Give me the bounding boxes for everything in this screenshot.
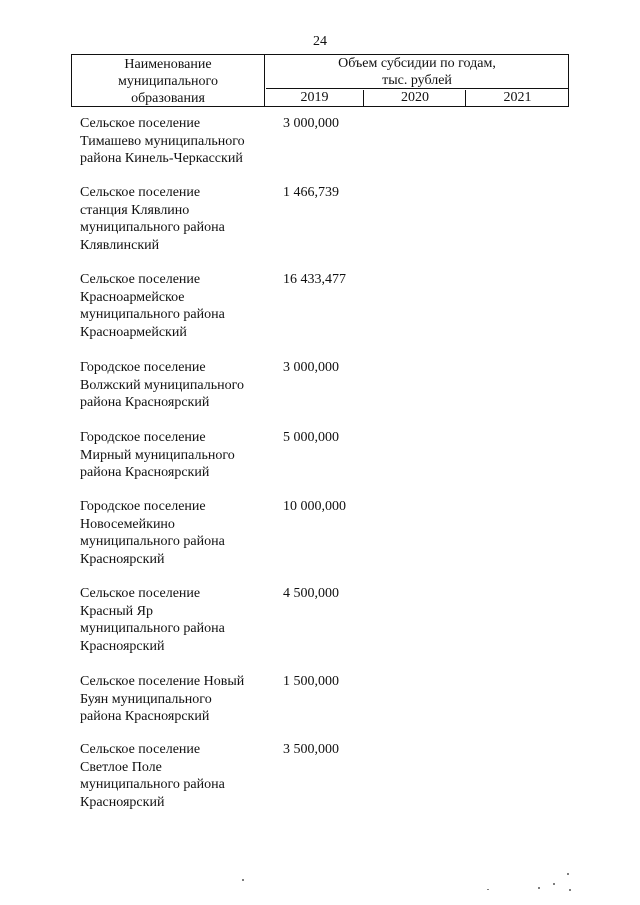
column-header-year-2020: 2020 [365,90,466,106]
municipality-name-line: района Красноярский [80,465,210,480]
municipality-name-line: района Красноярский [80,395,210,410]
municipality-name-line: Светлое Поле [80,759,162,775]
municipality-name-line: Волжский муниципального [80,377,244,393]
column-header-volume [266,55,568,89]
municipality-name-line: муниципального района [80,307,225,322]
municipality-name-line: Тимашево муниципального [80,133,245,149]
municipality-name-line: станция Клявлино [80,202,190,218]
municipality-name [80,184,275,254]
header-name-line: Наименование [124,57,212,72]
municipality-name-line: муниципального района [80,621,225,636]
scan-speck [567,873,569,875]
subsidy-value-2019: 3 500,000 [283,742,339,757]
header-name-line: образования [131,91,205,106]
column-header-name [72,55,265,106]
municipality-name-line: Буян муниципального [80,691,212,707]
municipality-name-line: Красноярский [80,551,165,567]
municipality-name [80,673,275,726]
municipality-name [80,271,275,341]
municipality-name-line: Сельское поселение [80,586,201,601]
header-volume-line: тыс. рублей [382,73,452,88]
municipality-name-line: Мирный муниципального [80,447,235,463]
municipality-name-line: Красноармейский [80,324,187,340]
subsidy-value-2019: 4 500,000 [283,586,339,601]
municipality-name-line: Красноярский [80,794,165,810]
municipality-name [80,741,275,811]
scan-speck [538,887,540,889]
table-header [71,54,569,107]
municipality-name [80,585,275,655]
municipality-name [80,429,275,482]
municipality-name-line: района Красноярский [80,709,210,724]
subsidy-value-2019: 1 500,000 [283,674,339,689]
municipality-name-line: района Кинель-Черкасский [80,151,243,166]
municipality-name-line: Городское поселение [80,360,206,375]
scan-speck [553,883,555,885]
municipality-name-line: Клявлинский [80,237,160,253]
municipality-name-line: Красный Яр [80,603,153,619]
municipality-name-line: Сельское поселение [80,742,201,757]
scan-speck [242,879,244,881]
header-volume-line: Объем субсидии по годам, [338,56,496,71]
municipality-name-line: муниципального района [80,220,225,235]
municipality-name-line: Сельское поселение Новый [80,674,245,689]
municipality-name-line: муниципального района [80,777,225,792]
scan-speck [569,889,571,891]
municipality-name-line: Новосемейкино [80,516,175,532]
subsidy-value-2019: 1 466,739 [283,185,339,200]
header-name-line: муниципального [118,74,218,89]
subsidy-value-2019: 10 000,000 [283,499,346,514]
municipality-name [80,359,275,412]
subsidy-value-2019: 3 000,000 [283,116,339,131]
municipality-name-line: Сельское поселение [80,185,201,200]
municipality-name-line: муниципального района [80,534,225,549]
municipality-name-line: Красноармейское [80,289,185,305]
subsidy-value-2019: 3 000,000 [283,360,339,375]
page-number: 24 [313,34,327,49]
scan-speck [487,889,489,890]
municipality-name-line: Сельское поселение [80,272,201,287]
subsidy-value-2019: 5 000,000 [283,430,339,445]
municipality-name [80,115,275,168]
municipality-name-line: Городское поселение [80,499,206,514]
subsidy-value-2019: 16 433,477 [283,272,346,287]
column-header-year-2021: 2021 [503,90,532,105]
column-header-year-2019: 2019 [266,90,364,106]
municipality-name-line: Красноярский [80,638,165,654]
municipality-name-line: Городское поселение [80,430,206,445]
municipality-name-line: Сельское поселение [80,116,201,131]
municipality-name [80,498,275,568]
